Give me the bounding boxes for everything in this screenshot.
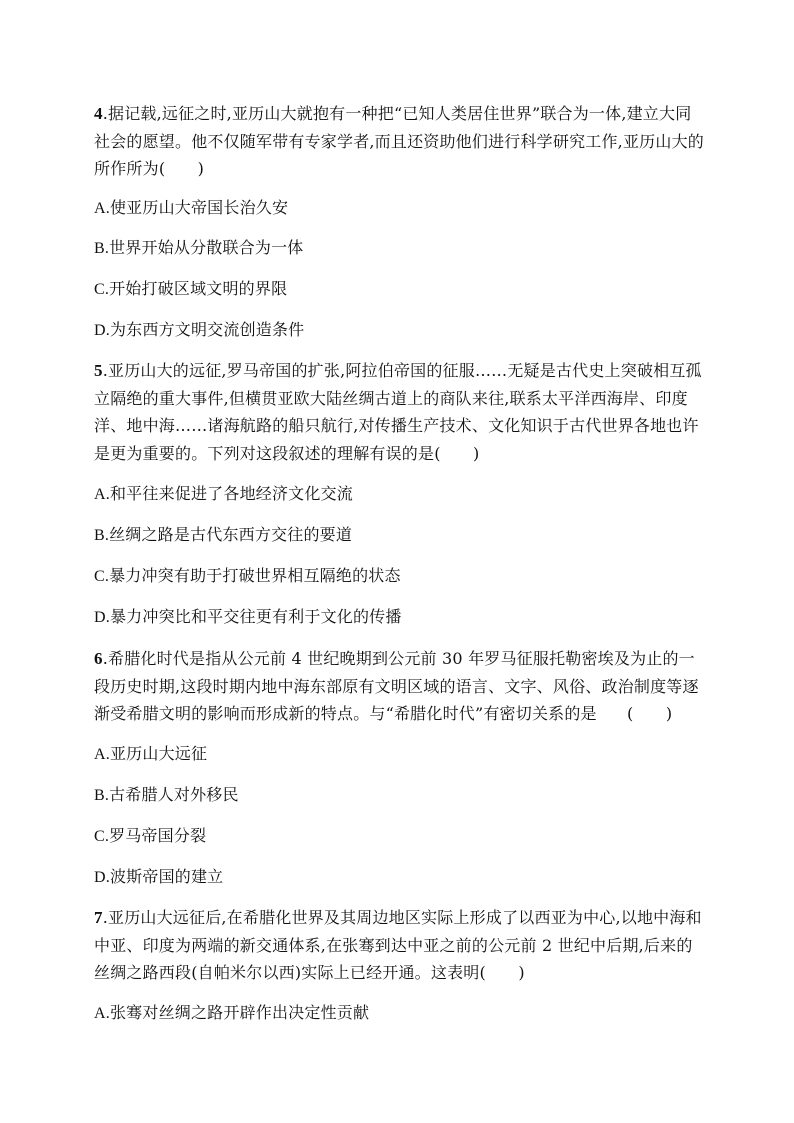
question-number: 6 xyxy=(94,649,103,668)
answer-paren: ( ) xyxy=(158,159,205,179)
question-text: .亚历山大远征后,在希腊化世界及其周边地区实际上形成了以西亚为中心,以地中海和中亚、印度为两端的新交通体系,在张骞到达中亚之前的公元前 2 世纪中后期,后来的丝绸之路西段(自帕米尔以西)实际上已经开通。这表明 xyxy=(94,908,702,983)
option-b: B.世界开始从分散联合为一体 xyxy=(94,238,304,257)
question-number: 4 xyxy=(94,104,103,123)
question-text: .据记载,远征之时,亚历山大就抱有一种把“已知人类居住世界”联合为一体,建立大同社会的愿望。他不仅随军带有专家学者,而且还资助他们进行科学研究工作,亚历山大的所作所为 xyxy=(94,104,704,179)
question-text: .亚历山大的远征,罗马帝国的扩张,阿拉伯帝国的征服……无疑是古代史上突破相互孤立隔绝的重大事件,但横贯亚欧大陆丝绸古道上的商队来往,联系太平洋西海岸、印度洋、地中海……诸海航路的船只航行,对传播生产技术、文化知识于古代世界各地也许是更为重要的。下列对这段叙述的理解有误的是 xyxy=(94,361,702,463)
question-7-stem xyxy=(94,904,704,987)
option-b: B.丝绸之路是古代东西方交往的要道 xyxy=(94,525,353,544)
option-a: A.张骞对丝绸之路开辟作出决定性贡献 xyxy=(94,1003,370,1022)
option-c: C.暴力冲突有助于打破世界相互隔绝的状态 xyxy=(94,566,401,585)
option-a: A.和平往来促进了各地经济文化交流 xyxy=(94,484,353,503)
answer-paren: ( ) xyxy=(479,963,525,983)
question-text: .希腊化时代是指从公元前 4 世纪晚期到公元前 30 年罗马征服托勒密埃及为止的一段历史时期,这段时期内地中海东部原有文明区域的语言、文字、风俗、政治制度等逐渐受希腊文明的影响而形成新的特点。与“希腊化时代”有密切关系的是 xyxy=(94,649,699,724)
option-d: D.为东西方文明交流创造条件 xyxy=(94,320,305,339)
question-6-stem xyxy=(94,645,704,728)
question-4-stem xyxy=(94,100,704,183)
option-d: D.暴力冲突比和平交往更有利于文化的传播 xyxy=(94,607,402,626)
question-number: 7 xyxy=(94,908,103,927)
option-a: A.使亚历山大帝国长治久安 xyxy=(94,198,289,217)
option-c: C.开始打破区域文明的界限 xyxy=(94,279,288,298)
answer-paren: ( ) xyxy=(434,443,480,463)
question-number: 5 xyxy=(94,361,103,380)
option-c: C.罗马帝国分裂 xyxy=(94,826,207,845)
option-a: A.亚历山大远征 xyxy=(94,744,208,763)
option-d: D.波斯帝国的建立 xyxy=(94,867,224,886)
question-5-stem xyxy=(94,357,704,467)
option-b: B.古希腊人对外移民 xyxy=(94,785,239,804)
answer-paren: ( ) xyxy=(627,704,673,724)
